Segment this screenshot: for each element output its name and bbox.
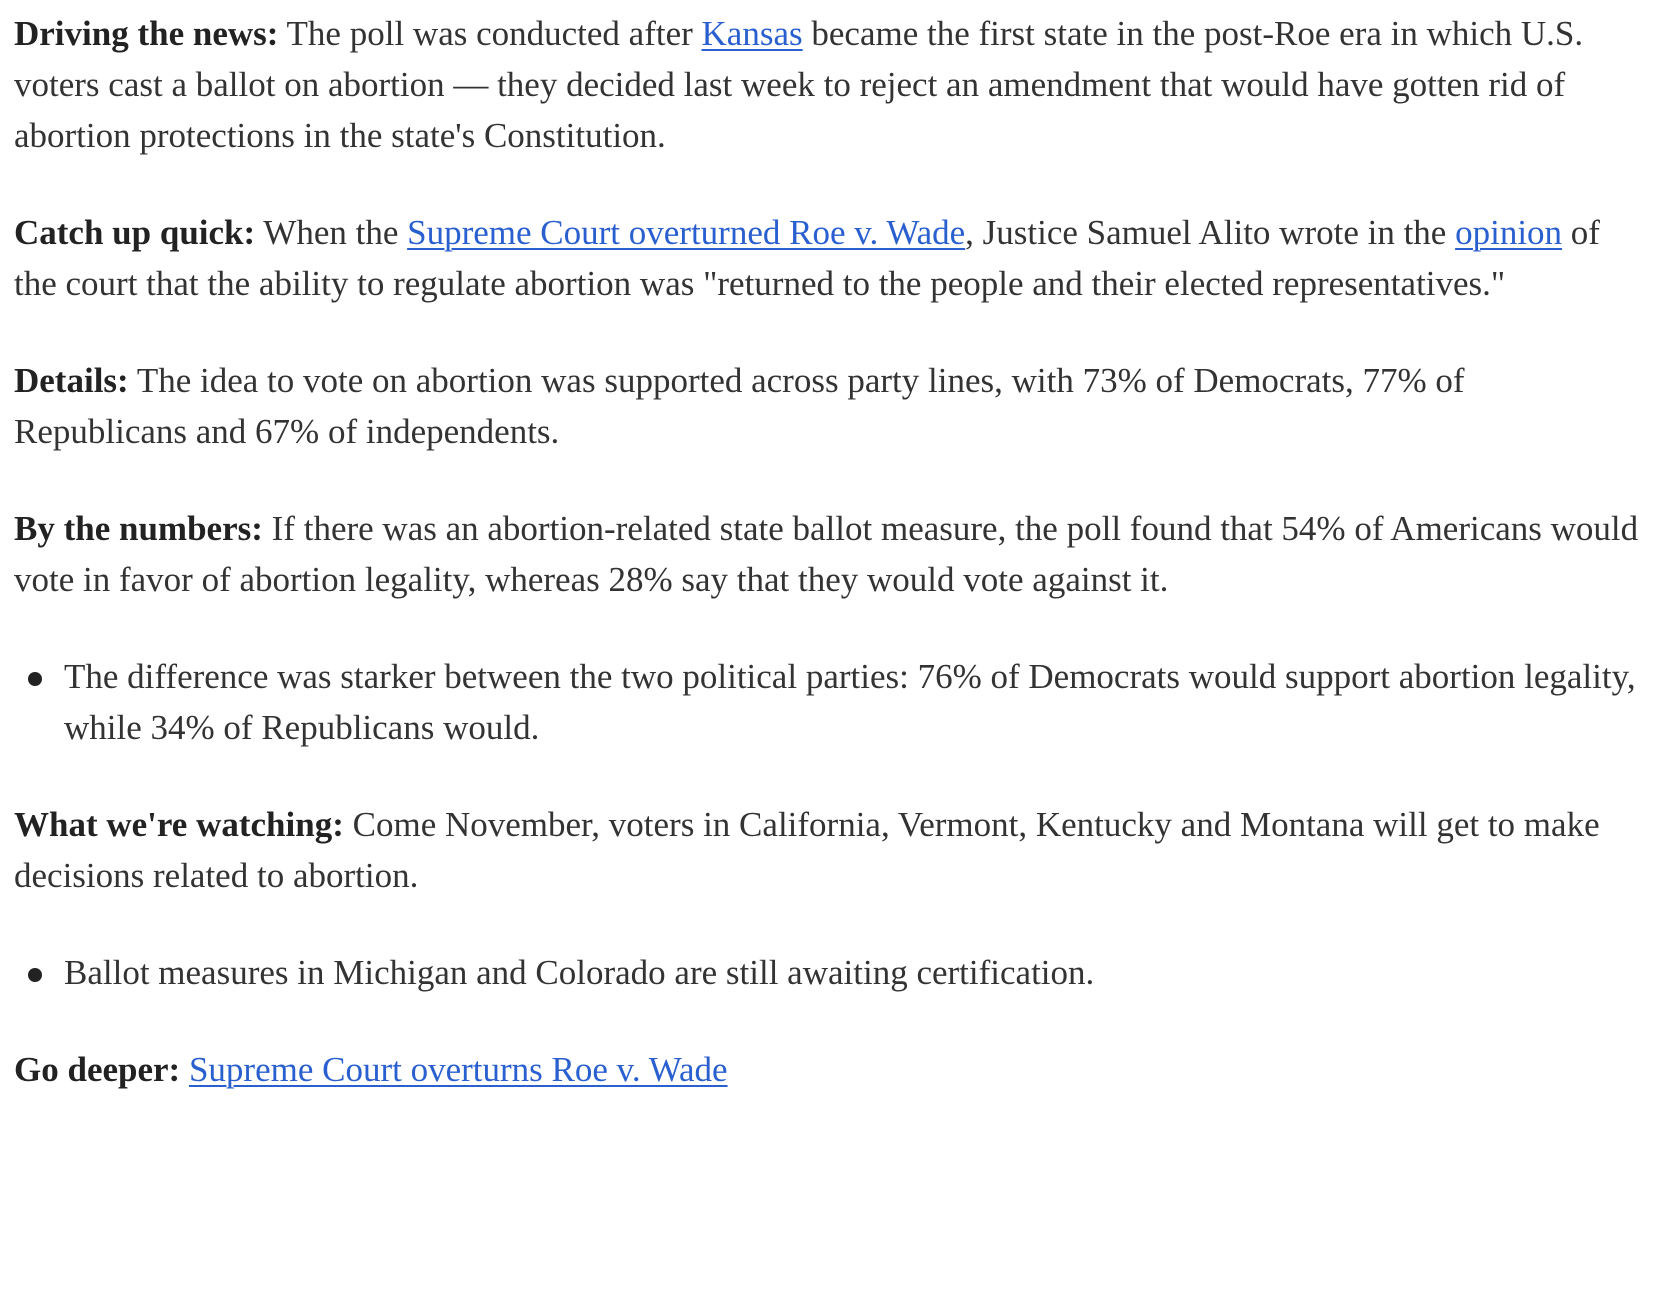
paragraph-lead: Details: bbox=[14, 361, 129, 400]
paragraph-lead: Driving the news: bbox=[14, 14, 279, 53]
paragraph-text: of the court that the ability to regulate abortion was "returned to the people and their elected representatives." bbox=[14, 213, 1600, 303]
paragraph-text: Come November, voters in California, Vermont, Kentucky and Montana will get to make decisions related to abortion. bbox=[14, 805, 1600, 895]
paragraph-text: The idea to vote on abortion was supported across party lines, with 73% of Democrats, 77% of Republicans and 67% of independents. bbox=[14, 361, 1465, 451]
paragraph-go-deeper bbox=[14, 1044, 1644, 1095]
bullet-dot-icon bbox=[28, 672, 42, 686]
paragraph-details bbox=[14, 355, 1644, 457]
paragraph-driving-the-news bbox=[14, 8, 1644, 161]
paragraph-text: When the bbox=[255, 213, 408, 252]
article-body bbox=[14, 8, 1644, 1141]
paragraph-lead: By the numbers: bbox=[14, 509, 263, 548]
paragraph-lead: What we're watching: bbox=[14, 805, 344, 844]
paragraph-text: If there was an abortion-related state ballot measure, the poll found that 54% of Americans would vote in favor of abortion legality, whereas 28% say that they would vote against it. bbox=[14, 509, 1639, 599]
list-item-text: Ballot measures in Michigan and Colorado are still awaiting certification. bbox=[64, 953, 1095, 992]
bullet-list-watching bbox=[14, 947, 1644, 998]
list-item bbox=[14, 947, 1644, 998]
opinion-link[interactable]: opinion bbox=[1455, 213, 1563, 252]
paragraph-text: , Justice Samuel Alito wrote in the bbox=[965, 213, 1456, 252]
supreme-court-overturned-link[interactable]: Supreme Court overturned Roe v. Wade bbox=[407, 213, 966, 252]
bullet-dot-icon bbox=[28, 968, 42, 982]
kansas-link[interactable]: Kansas bbox=[701, 14, 803, 53]
bullet-list-numbers bbox=[14, 651, 1644, 753]
paragraph-what-were-watching bbox=[14, 799, 1644, 901]
paragraph-text: The poll was conducted after bbox=[278, 14, 702, 53]
go-deeper-link[interactable]: Supreme Court overturns Roe v. Wade bbox=[188, 1050, 728, 1089]
paragraph-by-the-numbers bbox=[14, 503, 1644, 605]
paragraph-text: became the first state in the post-Roe era in which U.S. voters cast a ballot on abortion — they decided last week to reject an amendment that would have gotten rid of abortion protections in the state's Constitution. bbox=[14, 14, 1584, 155]
list-item-text: The difference was starker between the two political parties: 76% of Democrats would support abortion legality, while 34% of Republicans would. bbox=[64, 657, 1636, 747]
paragraph-lead: Catch up quick: bbox=[14, 213, 256, 252]
paragraph-lead: Go deeper: bbox=[14, 1050, 181, 1089]
paragraph-catch-up-quick bbox=[14, 207, 1644, 309]
list-item bbox=[14, 651, 1644, 753]
